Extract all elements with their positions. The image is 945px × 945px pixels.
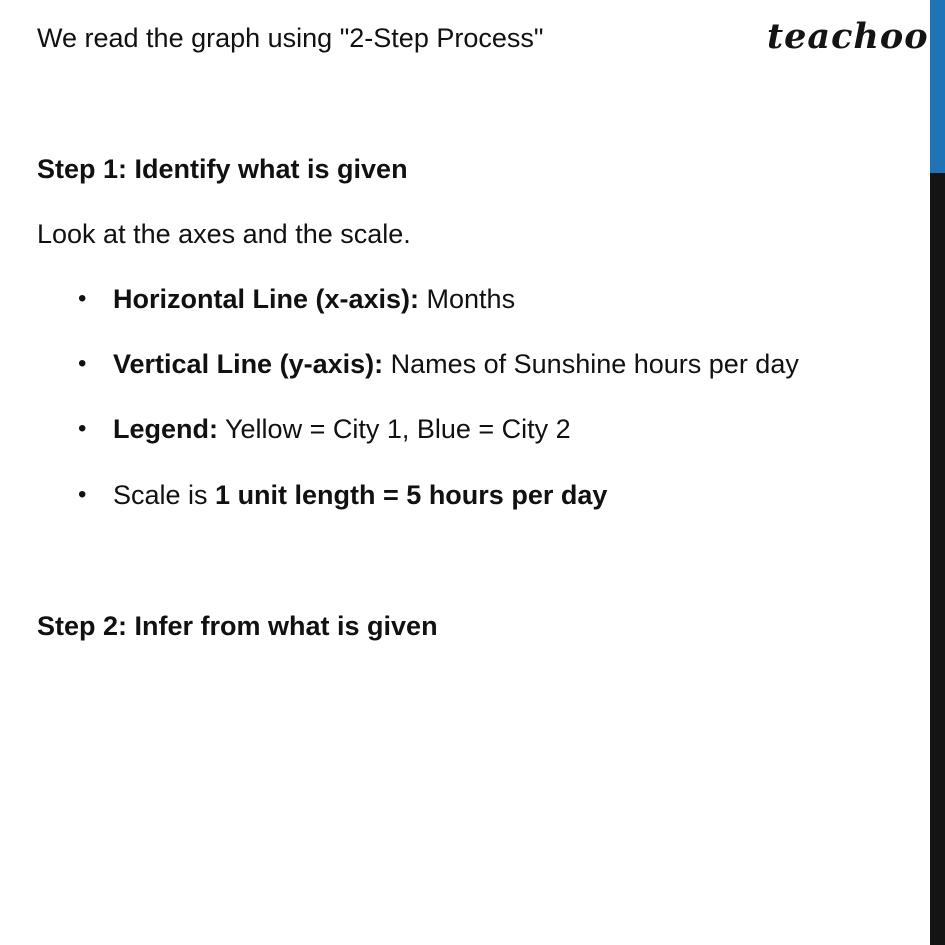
intro-text: We read the graph using "2-Step Process" (37, 23, 544, 53)
step2-heading: Step 2: Infer from what is given (37, 611, 438, 641)
bullet-emphasis: 1 unit length = 5 hours per day (215, 480, 608, 510)
bullet-value: Names of Sunshine hours per day (383, 349, 799, 379)
bullet-label: Vertical Line (y-axis): (113, 349, 384, 379)
bullet-scale (0, 478, 900, 512)
bullet-point-icon: • (78, 350, 87, 377)
teachoo-logo: teachoo (767, 16, 929, 57)
bullet-value: Yellow = City 1, Blue = City 2 (218, 414, 571, 444)
bullet-label: Legend: (113, 414, 218, 444)
bullet-text (113, 347, 799, 381)
bullet-legend (0, 412, 900, 446)
bullet-label: Horizontal Line (x-axis): (113, 284, 420, 314)
bullet-point-icon: • (78, 415, 87, 442)
bullet-vertical-axis (0, 347, 900, 381)
bullet-text (113, 478, 607, 512)
step1-lead-text: Look at the axes and the scale. (37, 219, 411, 249)
bullet-point-icon: • (78, 481, 87, 508)
bullet-point-icon: • (78, 285, 87, 312)
bullet-horizontal-axis (0, 282, 900, 316)
bullet-text (113, 282, 515, 316)
step1-heading: Step 1: Identify what is given (37, 154, 408, 184)
bullet-value: Months (419, 284, 516, 314)
bullet-text (113, 412, 571, 446)
scrollbar-thumb[interactable] (930, 0, 945, 173)
bullet-prefix: Scale is (113, 480, 216, 510)
